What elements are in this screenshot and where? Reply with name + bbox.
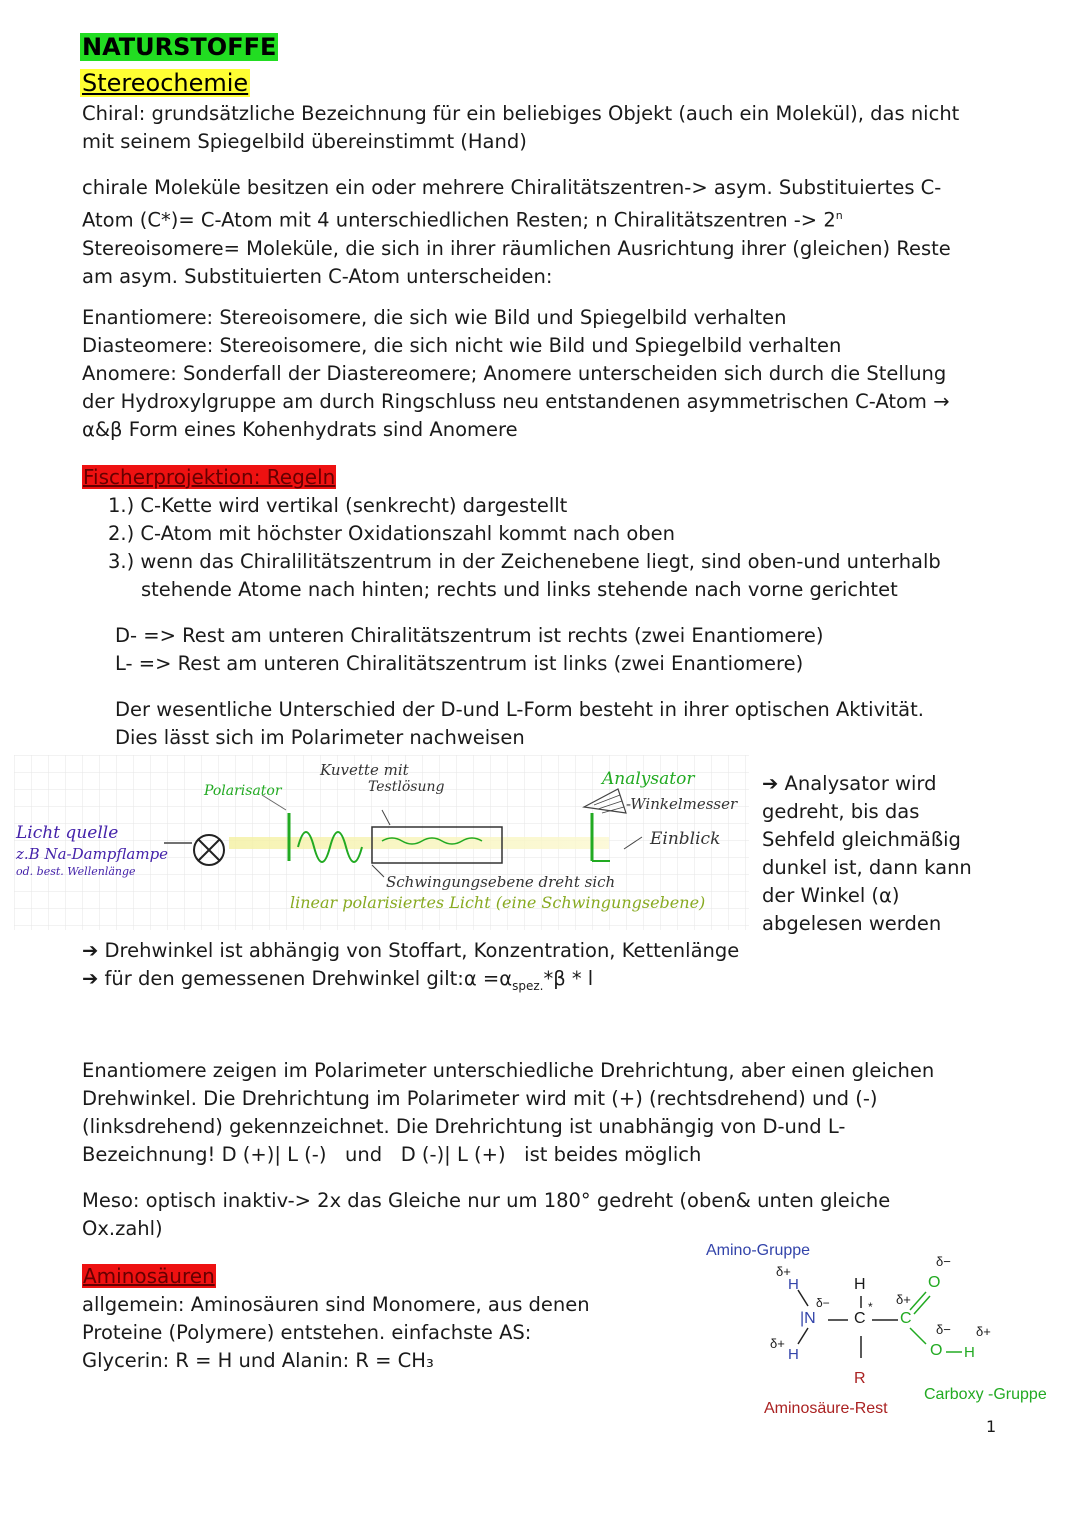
label-winkelmesser: -Winkelmesser [626, 795, 738, 813]
delta-plus-h1: δ+ [776, 1264, 791, 1279]
label-rest: Aminosäure-Rest [764, 1400, 888, 1417]
subheading [80, 68, 250, 98]
rule-text: C-Atom mit höchster Oxidationszahl kommt nach oben [140, 522, 675, 545]
fischer-heading [82, 465, 336, 489]
label-polarisator: Polarisator [204, 783, 282, 799]
paragraph-meso [82, 1187, 1042, 1243]
text-line [82, 202, 1042, 235]
amino-heading-text: Aminosäuren [83, 1264, 215, 1288]
rule-number: 2.) [108, 522, 135, 545]
delta-plus-h3: δ+ [976, 1324, 991, 1339]
rule-text: C-Kette wird vertikal (senkrecht) dargestellt [140, 494, 568, 517]
atom-o-double: O [928, 1274, 941, 1291]
formula-suffix: *β * l [543, 967, 594, 990]
atom-c-alpha: C [854, 1310, 866, 1327]
text-line: Glycerin: R = H und Alanin: R = CH₃ [82, 1349, 434, 1372]
heading [80, 32, 278, 62]
paragraph-enantiomere [82, 1057, 1042, 1169]
label-einblick: Einblick [650, 829, 721, 849]
text-line: der Winkel (α) [762, 884, 900, 907]
atom-c-carboxy: C [900, 1310, 912, 1327]
label-kuvette: Kuvette mit [320, 761, 409, 779]
text-line: (linksdrehend) gekennzeichnet. Die Drehrichtung ist unabhängig von D-und L- [82, 1115, 846, 1138]
atom-h1: H [788, 1276, 799, 1293]
dl-definitions [115, 622, 1035, 678]
paragraph-stereo [82, 174, 1042, 291]
atom-r: R [854, 1370, 866, 1387]
text-line: gedreht, bis das [762, 800, 920, 823]
text-line: am asym. Substituierten C-Atom unterscheiden: [82, 264, 553, 288]
text-line: Anomere: Sonderfall der Diastereomere; Anomere unterscheiden sich durch die Stellung [82, 362, 947, 385]
text-line: mit seinem Spiegelbild übereinstimmt (Hand) [82, 130, 527, 153]
lone-pair-bar: | [800, 1310, 805, 1327]
atom-h2: H [788, 1346, 799, 1363]
amino-acid-structure [700, 1240, 1070, 1430]
superscript-n: n [835, 209, 843, 222]
text-line: ➔ Analysator wird [762, 772, 937, 795]
atom-h-top: H [854, 1276, 866, 1293]
text-line: Enantiomere: Stereoisomere, die sich wie Bild und Spiegelbild verhalten [82, 306, 787, 329]
page-number: 1 [986, 1417, 997, 1436]
text-line: L- => Rest am unteren Chiralitätszentrum ist links (zwei Enantiomere) [115, 652, 804, 675]
atom-h-acid: H [964, 1344, 975, 1361]
label-lampe-wellenlaenge: od. best. Wellenlänge [16, 865, 136, 878]
text-line: D- => Rest am unteren Chiralitätszentrum ist rechts (zwei Enantiomere) [115, 624, 824, 647]
rules-list [108, 492, 1028, 604]
delta-plus-c: δ+ [896, 1292, 911, 1307]
arrow-notes [82, 937, 782, 1000]
text-line: Proteine (Polymere) entstehen. einfachste AS: [82, 1321, 532, 1344]
text-line: Bezeichnung! D (+)| L (-) und D (-)| L (+) ist beides möglich [82, 1143, 702, 1166]
paragraph-amino [82, 1291, 682, 1375]
text-line: Chiral: grundsätzliche Bezeichnung für ein beliebiges Objekt (auch ein Molekül), das nicht [82, 102, 960, 125]
label-analysator: Analysator [602, 769, 695, 789]
text-line: dunkel ist, dann kann [762, 856, 972, 879]
text-line: chirale Moleküle besitzen ein oder mehrere Chiralitätszentren-> asym. Substituiertes C- [82, 176, 942, 199]
label-testloesung: Testlösung [368, 779, 445, 795]
side-note [762, 770, 1062, 938]
rule-continuation: stehende Atome nach hinten; rechts und links stehende nach vorne gerichtet [141, 578, 898, 601]
text-line: abgelesen werden [762, 912, 942, 935]
subheading-text: Stereochemie [82, 69, 249, 97]
heading-text: NATURSTOFFE [82, 33, 277, 61]
text-line: Sehfeld gleichmäßig [762, 828, 961, 851]
label-carboxy-group: Carboxy -Gruppe [924, 1386, 1047, 1403]
rule-item [108, 548, 1028, 576]
paragraph-isomers [82, 304, 1042, 444]
delta-minus-o1: δ− [936, 1254, 951, 1269]
formula-subscript: spez. [512, 978, 544, 993]
formula-prefix: ➔ für den gemessenen Drehwinkel gilt:α =α [82, 967, 513, 990]
delta-plus-h2: δ+ [770, 1336, 785, 1351]
chiral-star: * [868, 1300, 873, 1314]
label-lampe: z.B Na-Dampflampe [16, 845, 169, 863]
text-line: Enantiomere zeigen im Polarimeter unterschiedliche Drehrichtung, aber einen gleichen [82, 1059, 935, 1082]
text-line: Ox.zahl) [82, 1217, 163, 1240]
atom-n-symbol: N [804, 1310, 816, 1327]
amino-heading [82, 1264, 216, 1288]
delta-minus-n: δ− [816, 1296, 830, 1310]
rule-number: 1.) [108, 494, 135, 517]
paragraph-dl-diff [115, 696, 1035, 752]
text-line: Stereoisomere= Moleküle, die sich in ihrer räumlichen Ausrichtung ihrer (gleichen) Reste [82, 236, 951, 260]
text-line: Dies lässt sich im Polarimeter nachweisen [115, 726, 525, 749]
rule-item [108, 492, 1028, 520]
text-line: Drehwinkel. Die Drehrichtung im Polarimeter wird mit (+) (rechtsdrehend) und (-) [82, 1087, 878, 1110]
atom-n [800, 1310, 816, 1328]
text-line: Der wesentliche Unterschied der D-und L-Form besteht in ihrer optischen Aktivität. [115, 698, 924, 721]
rule-item [108, 520, 1028, 548]
label-amino-group: Amino-Gruppe [706, 1242, 811, 1259]
fischer-heading-text: Fischerprojektion: Regeln [83, 465, 336, 489]
label-linear: linear polarisiertes Licht (eine Schwingungsebene) [290, 893, 706, 912]
text-segment: Atom (C*)= C-Atom mit 4 unterschiedlichen Resten; n Chiralitätszentren -> 2 [82, 208, 836, 232]
arrow-line [82, 965, 782, 1000]
atom-o-hydroxyl: O [930, 1342, 943, 1359]
text-line: Meso: optisch inaktiv-> 2x das Gleiche nur um 180° gedreht (oben& unten gleiche [82, 1189, 891, 1212]
text-line: allgemein: Aminosäuren sind Monomere, aus denen [82, 1293, 590, 1316]
rule-text: wenn das Chiralilitätszentrum in der Zeichenebene liegt, sind oben-und unterhalb [140, 550, 941, 573]
text-line: α&β Form eines Kohenhydrats sind Anomere [82, 418, 518, 441]
paragraph-chiral [82, 100, 1042, 156]
label-schwingung: Schwingungsebene dreht sich [386, 873, 616, 891]
polarimeter-sketch [14, 755, 749, 930]
text-line: Diasteomere: Stereoisomere, die sich nicht wie Bild und Spiegelbild verhalten [82, 334, 842, 357]
delta-minus-o2: δ− [936, 1322, 951, 1337]
text-line: der Hydroxylgruppe am durch Ringschluss neu entstandenen asymmetrischen C-Atom → [82, 390, 950, 413]
arrow-line: ➔ Drehwinkel ist abhängig von Stoffart, Konzentration, Kettenlänge [82, 939, 740, 962]
rule-number: 3.) [108, 550, 135, 573]
label-lichtquelle: Licht quelle [16, 823, 119, 843]
